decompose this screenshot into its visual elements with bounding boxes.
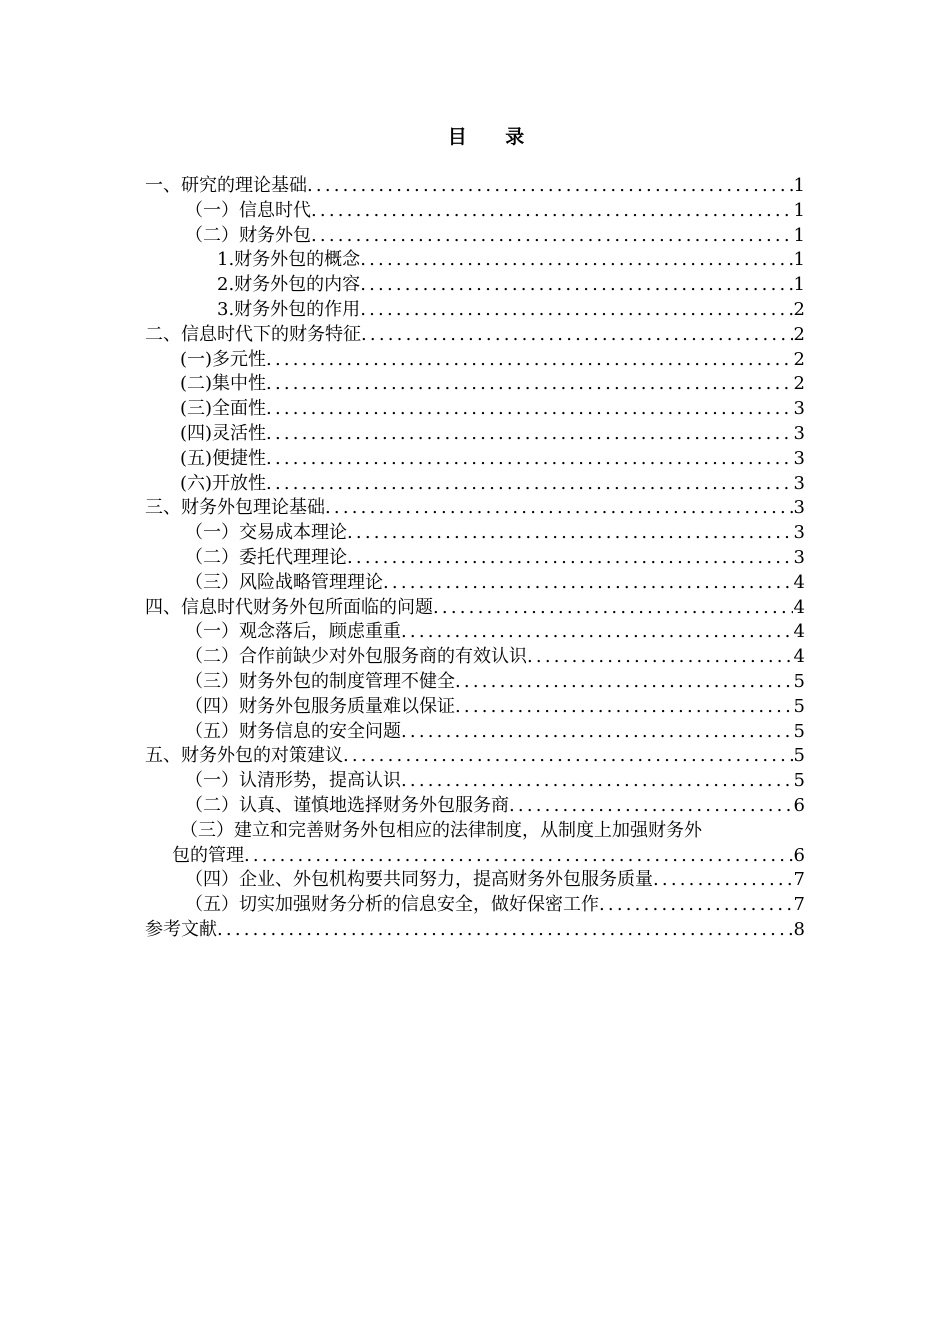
toc-entry[interactable]: [145, 372, 805, 397]
toc-entry-page: 4: [793, 646, 805, 668]
dot-leader: [360, 248, 792, 273]
dot-leader: [361, 323, 793, 348]
toc-entry-label: （四）企业、外包机构要共同努力，提高财务外包服务质量: [185, 869, 653, 891]
toc-entry-label: （三）风险战略管理理论: [185, 571, 383, 593]
toc-entry-page: 1: [793, 175, 805, 196]
dot-leader: [266, 372, 793, 397]
toc-entry-label: 2.财务外包的内容: [217, 274, 361, 296]
toc-entry-page: 3: [793, 422, 805, 444]
dot-leader: [527, 645, 793, 670]
toc-entry-page: 5: [793, 670, 805, 692]
dot-leader: [401, 769, 793, 794]
dot-leader: [433, 596, 793, 621]
toc-entry-page: 3: [793, 472, 805, 494]
toc-entry-page: 3: [793, 497, 805, 519]
toc-entry-label: 二、信息时代下的财务特征: [145, 323, 361, 345]
toc-entry-page: 4: [793, 571, 805, 593]
dot-leader: [401, 720, 793, 745]
toc-entry[interactable]: [145, 273, 805, 298]
toc-entry-page: 6: [793, 844, 805, 866]
dot-leader: [266, 397, 793, 422]
toc-entry-page: 1: [793, 199, 805, 221]
toc-entry-page: 5: [793, 695, 805, 717]
dot-leader: [307, 174, 793, 199]
toc-entry-page: 3: [793, 546, 805, 568]
toc-entry[interactable]: [145, 571, 805, 596]
toc-entry-page: 5: [793, 770, 805, 792]
toc-entry[interactable]: [145, 174, 805, 199]
dot-leader: [217, 918, 793, 943]
dot-leader: [455, 695, 793, 720]
toc-entry[interactable]: [145, 323, 805, 348]
toc-entry[interactable]: [145, 794, 805, 819]
dot-leader: [343, 744, 793, 769]
toc-entry-label: (五)便捷性: [180, 447, 267, 469]
toc-entry-label: （五）切实加强财务分析的信息安全，做好保密工作: [185, 894, 599, 916]
dot-leader: [311, 199, 793, 224]
dot-leader: [509, 794, 793, 819]
toc-entry-label: 一、研究的理论基础: [145, 175, 307, 196]
dot-leader: [266, 348, 793, 373]
toc-entry[interactable]: [145, 744, 805, 769]
toc-entry-wrapped-line[interactable]: （三）建立和完善财务外包相应的法律制度，从制度上加强财务外: [180, 819, 702, 841]
toc-entry-label: (三)全面性: [180, 398, 267, 420]
toc-entry[interactable]: [145, 224, 805, 249]
toc-entry[interactable]: [145, 447, 805, 472]
toc-entry-label: 包的管理: [172, 844, 244, 866]
toc-entry-page: 3: [793, 447, 805, 469]
toc-entry[interactable]: [145, 199, 805, 224]
toc-entry[interactable]: [145, 645, 805, 670]
toc-entry-page: 7: [793, 894, 805, 916]
dot-leader: [401, 620, 793, 645]
toc-entry-page: 2: [793, 373, 805, 395]
toc-entry-label: （一）认清形势，提高认识: [185, 770, 401, 792]
toc-entry-page: 5: [793, 720, 805, 742]
dot-leader: [325, 496, 793, 521]
toc-entry-page: 4: [793, 596, 805, 618]
toc-entry-page: 4: [793, 621, 805, 643]
toc-entry-label: （二）合作前缺少对外包服务商的有效认识: [185, 646, 527, 668]
toc-entry-label: (四)灵活性: [180, 422, 267, 444]
toc-entry-page: 1: [793, 224, 805, 246]
dot-leader: [347, 521, 793, 546]
toc-entry-label: 三、财务外包理论基础: [145, 497, 325, 519]
toc-entry-page: 8: [793, 918, 805, 940]
toc-entry[interactable]: [145, 248, 805, 273]
dot-leader: [347, 546, 793, 571]
toc-entry-label: 3.财务外包的作用: [217, 298, 361, 320]
dot-leader: [360, 298, 792, 323]
toc-title: 目 录: [447, 126, 541, 148]
toc-entry[interactable]: [145, 472, 805, 497]
toc-entry-page: 1: [793, 274, 805, 296]
toc-entry[interactable]: [145, 397, 805, 422]
toc-entry-label: （二）认真、谨慎地选择财务外包服务商: [185, 794, 509, 816]
toc-entry-label: 1.财务外包的概念: [217, 249, 361, 271]
toc-entry[interactable]: [145, 422, 805, 447]
dot-leader: [360, 273, 792, 298]
toc-entry-label: 四、信息时代财务外包所面临的问题: [145, 596, 433, 618]
toc-entry-page: 6: [793, 794, 805, 816]
toc-entry-page: 5: [793, 745, 805, 767]
dot-leader: [266, 472, 793, 497]
toc-entry[interactable]: [145, 868, 805, 893]
toc-entry[interactable]: [145, 496, 805, 521]
toc-entry[interactable]: [145, 769, 805, 794]
dot-leader: [383, 571, 793, 596]
toc-entry-page: 3: [793, 398, 805, 420]
toc-entry[interactable]: [145, 596, 805, 621]
toc-entry[interactable]: [145, 521, 805, 546]
toc-entry-label: （一）信息时代: [185, 199, 311, 221]
toc-entry-label: (一)多元性: [180, 348, 267, 370]
toc-entry[interactable]: [145, 298, 805, 323]
toc-entry[interactable]: [145, 893, 805, 918]
toc-entry[interactable]: [145, 670, 805, 695]
toc-entry-label: 参考文献: [145, 918, 217, 940]
toc-entry[interactable]: [145, 546, 805, 571]
toc-entry-label: （五）财务信息的安全问题: [185, 720, 401, 742]
dot-leader: [266, 422, 793, 447]
toc-entry-page: 2: [793, 348, 805, 370]
toc-entry[interactable]: [145, 918, 805, 943]
toc-entry-page: 1: [793, 249, 805, 271]
dot-leader: [266, 447, 793, 472]
table-of-contents: [145, 174, 805, 943]
toc-entry-label: 五、财务外包的对策建议: [145, 745, 343, 767]
toc-entry[interactable]: [145, 620, 805, 645]
dot-leader: [455, 670, 793, 695]
toc-entry[interactable]: [145, 844, 805, 869]
toc-entry-label: (二)集中性: [180, 373, 267, 395]
toc-entry[interactable]: [145, 348, 805, 373]
toc-entry-page: 3: [793, 522, 805, 544]
toc-entry-label: （四）财务外包服务质量难以保证: [185, 695, 455, 717]
toc-entry-page: 2: [793, 298, 805, 320]
dot-leader: [244, 844, 793, 869]
toc-entry-label: （三）财务外包的制度管理不健全: [185, 670, 455, 692]
dot-leader: [311, 224, 793, 249]
toc-entry-label: （二）财务外包: [185, 224, 311, 246]
toc-entry-label: （一）交易成本理论: [185, 522, 347, 544]
toc-entry-page: 7: [793, 869, 805, 891]
toc-entry[interactable]: [145, 695, 805, 720]
toc-entry-page: 2: [793, 323, 805, 345]
dot-leader: [599, 893, 793, 918]
toc-entry-label: （二）委托代理理论: [185, 546, 347, 568]
toc-entry-label: （一）观念落后，顾虑重重: [185, 621, 401, 643]
toc-entry-label: (六)开放性: [180, 472, 267, 494]
dot-leader: [653, 868, 793, 893]
toc-entry[interactable]: [145, 720, 805, 745]
